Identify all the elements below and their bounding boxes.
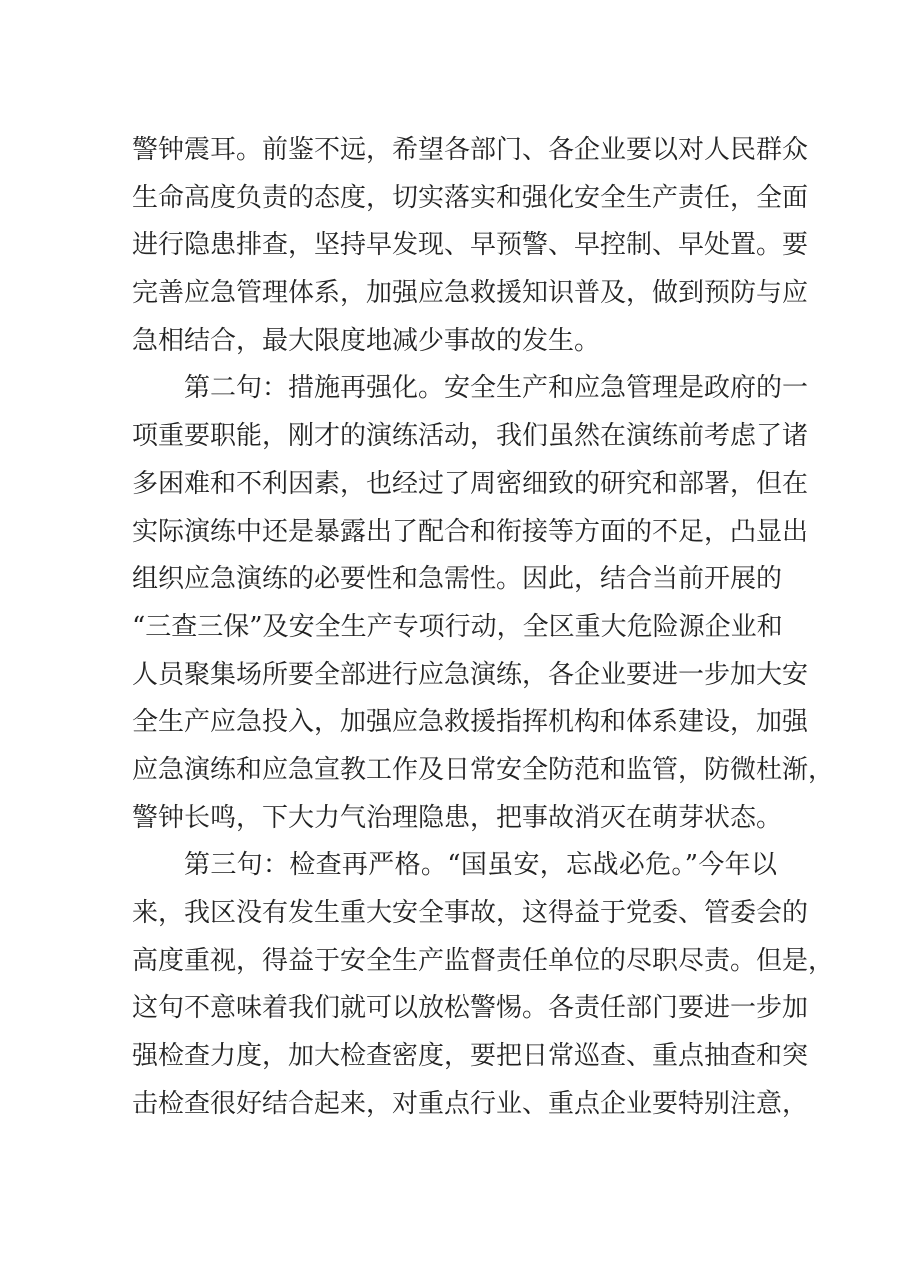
text-line: 实际演练中还是暴露出了配合和衔接等方面的不足，凸显出 <box>132 516 809 547</box>
text-line: 项重要职能，刚才的演练活动，我们虽然在演练前考虑了诸 <box>132 421 809 452</box>
text-line: 来，我区没有发生重大安全事故，这得益于党委、管委会的 <box>132 898 809 928</box>
document-body <box>132 127 835 1128</box>
text-line: 警钟震耳。前鉴不远，希望各部门、各企业要以对人民群众 <box>132 135 809 165</box>
text-line: 第二句：措施再强化。安全生产和应急管理是政府的一 <box>184 373 809 404</box>
text-line: 警钟长鸣，下大力气治理隐患，把事故消灭在萌芽状态。 <box>132 802 783 833</box>
text-line: 应急演练和应急宣教工作及日常安全防范和监管，防微杜渐， <box>132 754 835 785</box>
text-line: 这句不意味着我们就可以放松警惕。各责任部门要进一步加 <box>132 993 809 1024</box>
text-line: 多困难和不利因素，也经过了周密细致的研究和部署，但在 <box>132 468 809 499</box>
text-line: 完善应急管理体系，加强应急救援知识普及，做到预防与应 <box>132 278 809 309</box>
paragraph-2 <box>132 365 835 842</box>
text-line: 急相结合，最大限度地减少事故的发生。 <box>132 325 601 356</box>
text-line: 人员聚集场所要全部进行应急演练，各企业要进一步加大安 <box>132 659 809 690</box>
text-line: 强检查力度，加大检查密度，要把日常巡查、重点抽查和突 <box>132 1041 809 1072</box>
text-line: 全生产应急投入，加强应急救援指挥机构和体系建设，加强 <box>132 707 809 738</box>
text-line: “三查三保”及安全生产专项行动，全区重大危险源企业和 <box>132 611 783 642</box>
paragraph-1 <box>132 127 809 365</box>
text-line: 第三句：检查再严格。“国虽安，忘战必危。”今年以 <box>184 850 777 881</box>
text-line: 组织应急演练的必要性和急需性。因此，结合当前开展的 <box>132 564 783 595</box>
text-line: 击检查很好结合起来，对重点行业、重点企业要特别注意， <box>132 1088 809 1119</box>
text-line: 生命高度负责的态度，切实落实和强化安全生产责任，全面 <box>132 182 809 213</box>
text-line: 进行隐患排查，坚持早发现、早预警、早控制、早处置。要 <box>132 230 809 261</box>
paragraph-3 <box>132 842 835 1128</box>
text-line: 高度重视，得益于安全生产监督责任单位的尽职尽责。但是， <box>132 945 835 976</box>
